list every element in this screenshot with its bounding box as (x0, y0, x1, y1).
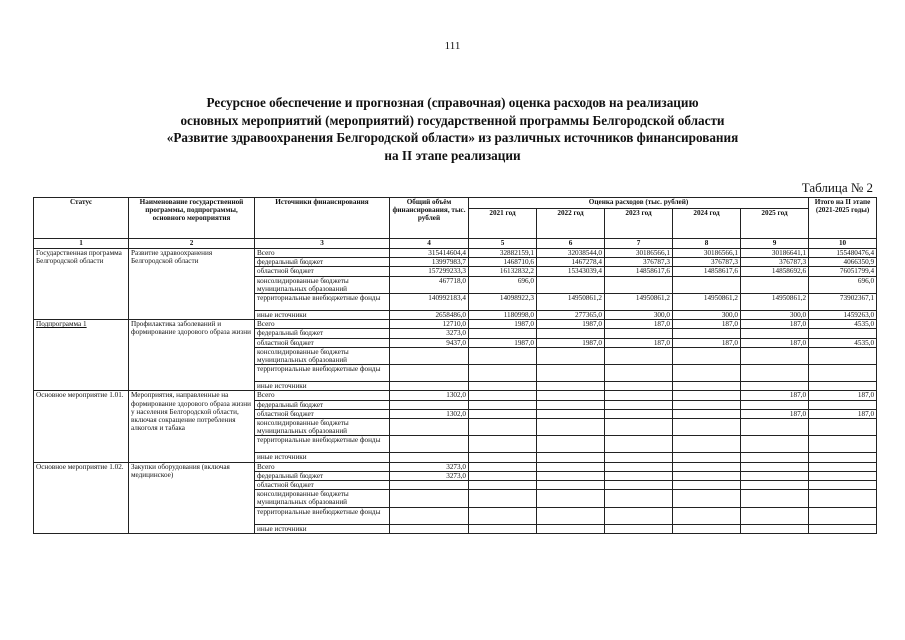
year-value-cell (605, 400, 673, 409)
year-value-cell (469, 347, 537, 364)
name-cell: Закупки оборудования (включая медицинское) (129, 462, 255, 533)
year-value-cell (673, 409, 741, 418)
year-value-cell: 277365,0 (537, 311, 605, 320)
year-value-cell: 187,0 (741, 320, 809, 329)
table-row (34, 320, 877, 329)
year-value-cell (537, 490, 605, 507)
year-value-cell (741, 462, 809, 471)
year-value-cell: 376787,3 (741, 258, 809, 267)
column-number: 7 (605, 239, 673, 249)
total-cell (390, 490, 469, 507)
total-cell: 467718,0 (390, 276, 469, 293)
year-value-cell (469, 419, 537, 436)
total-cell (390, 453, 469, 462)
year-value-cell (537, 507, 605, 524)
total-cell (390, 524, 469, 533)
year-value-cell: 187,0 (741, 409, 809, 418)
source-cell: территориальные внебюджетные фонды (255, 507, 390, 524)
column-number: 4 (390, 239, 469, 249)
year-value-cell (673, 391, 741, 400)
year-value-cell (605, 391, 673, 400)
year-value-cell (469, 462, 537, 471)
year-value-cell (605, 462, 673, 471)
year-value-cell: 696,0 (469, 276, 537, 293)
total-cell: 3273,0 (390, 462, 469, 471)
source-cell: иные источники (255, 524, 390, 533)
year-value-cell: 1987,0 (469, 338, 537, 347)
funding-table (33, 197, 877, 534)
year-value-cell: 15343039,4 (537, 267, 605, 276)
page-number: 111 (444, 40, 461, 52)
itogo-cell: 696,0 (809, 276, 877, 293)
source-cell: консолидированные бюджеты муниципальных образований (255, 490, 390, 507)
year-value-cell: 1468710,6 (469, 258, 537, 267)
itogo-cell: 1459263,0 (809, 311, 877, 320)
year-value-cell (469, 490, 537, 507)
itogo-cell (809, 507, 877, 524)
year-value-cell: 16132832,2 (469, 267, 537, 276)
source-cell: иные источники (255, 311, 390, 320)
itogo-cell: 4066350,9 (809, 258, 877, 267)
year-value-cell (741, 347, 809, 364)
total-cell (390, 400, 469, 409)
column-number: 5 (469, 239, 537, 249)
total-cell: 157299233,3 (390, 267, 469, 276)
year-value-cell (605, 409, 673, 418)
itogo-cell (809, 471, 877, 480)
source-cell: консолидированные бюджеты муниципальных образований (255, 347, 390, 364)
total-cell (390, 507, 469, 524)
year-value-cell: 1987,0 (537, 320, 605, 329)
header-total: Общий объём финансирования, тыс. рублей (390, 198, 469, 239)
year-value-cell (605, 329, 673, 338)
itogo-cell: 73902367,1 (809, 294, 877, 311)
year-value-cell: 30186566,1 (673, 249, 741, 258)
total-cell (390, 347, 469, 364)
year-value-cell (673, 347, 741, 364)
itogo-cell (809, 347, 877, 364)
itogo-cell (809, 453, 877, 462)
source-cell: областной бюджет (255, 267, 390, 276)
year-value-cell (469, 524, 537, 533)
year-value-cell (673, 436, 741, 453)
year-value-cell: 14950861,2 (741, 294, 809, 311)
year-value-cell: 14950861,2 (605, 294, 673, 311)
year-value-cell: 14098922,3 (469, 294, 537, 311)
name-cell: Мероприятия, направленные на формирование здорового образа жизни у населения Белгородской области, включая сокращение потребления алкоголя и табака (129, 391, 255, 462)
year-value-cell (741, 419, 809, 436)
year-value-cell (469, 382, 537, 391)
total-cell: 315414604,4 (390, 249, 469, 258)
year-value-cell: 32882159,1 (469, 249, 537, 258)
year-value-cell (605, 276, 673, 293)
year-value-cell: 30186566,1 (605, 249, 673, 258)
year-value-cell (741, 329, 809, 338)
year-value-cell (469, 329, 537, 338)
year-value-cell (605, 490, 673, 507)
year-value-cell (469, 507, 537, 524)
header-year: 2024 год (673, 209, 741, 239)
name-cell: Развитие здравоохранения Белгородской области (129, 249, 255, 320)
year-value-cell: 14858617,6 (605, 267, 673, 276)
year-value-cell (605, 481, 673, 490)
source-cell: территориальные внебюджетные фонды (255, 436, 390, 453)
status-cell: Основное мероприятие 1.02. (34, 462, 129, 533)
column-number: 8 (673, 239, 741, 249)
itogo-cell (809, 481, 877, 490)
year-value-cell (673, 419, 741, 436)
year-value-cell: 187,0 (605, 338, 673, 347)
year-value-cell (605, 471, 673, 480)
source-cell: консолидированные бюджеты муниципальных образований (255, 276, 390, 293)
itogo-cell: 4535,0 (809, 320, 877, 329)
total-cell: 12710,0 (390, 320, 469, 329)
itogo-cell (809, 419, 877, 436)
itogo-cell (809, 436, 877, 453)
itogo-cell: 76051799,4 (809, 267, 877, 276)
year-value-cell (741, 436, 809, 453)
itogo-cell: 187,0 (809, 391, 877, 400)
column-number: 6 (537, 239, 605, 249)
year-value-cell: 187,0 (673, 338, 741, 347)
year-value-cell (537, 409, 605, 418)
year-value-cell (673, 382, 741, 391)
header-year: 2022 год (537, 209, 605, 239)
itogo-cell: 155480476,4 (809, 249, 877, 258)
source-cell: федеральный бюджет (255, 258, 390, 267)
table-row (34, 249, 877, 258)
year-value-cell: 187,0 (605, 320, 673, 329)
year-value-cell (605, 382, 673, 391)
year-value-cell (537, 382, 605, 391)
table-number: Таблица № 2 (801, 180, 873, 195)
itogo-cell: 4535,0 (809, 338, 877, 347)
year-value-cell (537, 391, 605, 400)
year-value-cell (605, 436, 673, 453)
title-line: на II этапе реализации (384, 147, 521, 163)
year-value-cell (741, 365, 809, 382)
year-value-cell: 1987,0 (469, 320, 537, 329)
year-value-cell: 300,0 (605, 311, 673, 320)
year-value-cell: 14950861,2 (673, 294, 741, 311)
itogo-cell (809, 329, 877, 338)
year-value-cell (673, 471, 741, 480)
header-name: Наименование государственной программы, подпрограммы, основного мероприятия (129, 198, 255, 239)
year-value-cell (605, 524, 673, 533)
header-estimate: Оценка расходов (тыс. рублей) (469, 198, 809, 209)
year-value-cell (469, 391, 537, 400)
year-value-cell (537, 524, 605, 533)
total-cell (390, 436, 469, 453)
year-value-cell (537, 329, 605, 338)
itogo-cell (809, 490, 877, 507)
year-value-cell: 14950861,2 (537, 294, 605, 311)
year-value-cell (673, 276, 741, 293)
year-value-cell (605, 507, 673, 524)
header-status: Статус (34, 198, 129, 239)
year-value-cell: 187,0 (741, 338, 809, 347)
itogo-cell (809, 365, 877, 382)
column-number: 3 (255, 239, 390, 249)
column-number-row (34, 239, 877, 249)
source-cell: областной бюджет (255, 409, 390, 418)
name-cell: Профилактика заболеваний и формирование здорового образа жизни (129, 320, 255, 391)
year-value-cell (741, 524, 809, 533)
total-cell: 13997983,7 (390, 258, 469, 267)
source-cell: федеральный бюджет (255, 400, 390, 409)
column-number: 2 (129, 239, 255, 249)
source-cell: областной бюджет (255, 481, 390, 490)
year-value-cell: 14858617,6 (673, 267, 741, 276)
year-value-cell (469, 409, 537, 418)
total-cell: 1302,0 (390, 409, 469, 418)
year-value-cell (469, 400, 537, 409)
year-value-cell (673, 400, 741, 409)
source-cell: федеральный бюджет (255, 471, 390, 480)
table-body (34, 249, 877, 534)
year-value-cell (673, 462, 741, 471)
itogo-cell (809, 382, 877, 391)
year-value-cell (605, 347, 673, 364)
source-cell: Всего (255, 462, 390, 471)
year-value-cell (673, 490, 741, 507)
year-value-cell (537, 419, 605, 436)
year-value-cell (537, 453, 605, 462)
year-value-cell (537, 481, 605, 490)
source-cell: территориальные внебюджетные фонды (255, 365, 390, 382)
year-value-cell (741, 400, 809, 409)
year-value-cell (537, 276, 605, 293)
status-cell: Государственная программа Белгородской области (34, 249, 129, 320)
year-value-cell (673, 365, 741, 382)
year-value-cell (741, 471, 809, 480)
header-year: 2021 год (469, 209, 537, 239)
year-value-cell (605, 419, 673, 436)
year-value-cell (537, 365, 605, 382)
year-value-cell (469, 436, 537, 453)
year-value-cell (469, 453, 537, 462)
table-row (34, 391, 877, 400)
source-cell: федеральный бюджет (255, 329, 390, 338)
year-value-cell (469, 471, 537, 480)
title-line: Ресурсное обеспечение и прогнозная (справочная) оценка расходов на реализацию (206, 95, 699, 110)
header-year: 2025 год (741, 209, 809, 239)
header-year: 2023 год (605, 209, 673, 239)
source-cell: иные источники (255, 382, 390, 391)
total-cell: 2658486,0 (390, 311, 469, 320)
itogo-cell (809, 462, 877, 471)
year-value-cell (537, 436, 605, 453)
itogo-cell: 187,0 (809, 409, 877, 418)
year-value-cell (673, 329, 741, 338)
year-value-cell (741, 382, 809, 391)
total-cell: 1302,0 (390, 391, 469, 400)
year-value-cell (741, 481, 809, 490)
year-value-cell: 14858692,6 (741, 267, 809, 276)
year-value-cell: 1467278,4 (537, 258, 605, 267)
title-line: основных мероприятий (мероприятий) государственной программы Белгородской области (180, 112, 725, 128)
year-value-cell (673, 524, 741, 533)
itogo-cell (809, 400, 877, 409)
total-cell (390, 382, 469, 391)
status-cell: Подпрограмма 1 (34, 320, 129, 391)
source-cell: иные источники (255, 453, 390, 462)
document-title (120, 94, 785, 164)
year-value-cell: 32038544,0 (537, 249, 605, 258)
column-number: 1 (34, 239, 129, 249)
year-value-cell: 376787,3 (673, 258, 741, 267)
year-value-cell: 300,0 (673, 311, 741, 320)
year-value-cell (741, 490, 809, 507)
year-value-cell (469, 365, 537, 382)
year-value-cell: 187,0 (673, 320, 741, 329)
year-value-cell (469, 481, 537, 490)
header-itogo: Итого на II этапе (2021-2025 годы) (809, 198, 877, 239)
itogo-cell (809, 524, 877, 533)
column-number: 10 (809, 239, 877, 249)
total-cell (390, 419, 469, 436)
header-source: Источники финансирования (255, 198, 390, 239)
source-cell: территориальные внебюджетные фонды (255, 294, 390, 311)
year-value-cell (537, 400, 605, 409)
column-number: 9 (741, 239, 809, 249)
year-value-cell (537, 347, 605, 364)
year-value-cell (673, 481, 741, 490)
title-line: «Развитие здравоохранения Белгородской области» из различных источников финансирования (166, 130, 739, 145)
year-value-cell: 300,0 (741, 311, 809, 320)
year-value-cell: 30186641,1 (741, 249, 809, 258)
year-value-cell (741, 453, 809, 462)
total-cell: 140992183,4 (390, 294, 469, 311)
total-cell (390, 365, 469, 382)
year-value-cell: 187,0 (741, 391, 809, 400)
year-value-cell (537, 462, 605, 471)
total-cell (390, 481, 469, 490)
year-value-cell (673, 453, 741, 462)
total-cell: 9437,0 (390, 338, 469, 347)
year-value-cell (605, 453, 673, 462)
source-cell: Всего (255, 320, 390, 329)
total-cell: 3273,0 (390, 329, 469, 338)
source-cell: Всего (255, 249, 390, 258)
table-row (34, 462, 877, 471)
year-value-cell: 1180998,0 (469, 311, 537, 320)
year-value-cell (741, 507, 809, 524)
year-value-cell: 1987,0 (537, 338, 605, 347)
year-value-cell (673, 507, 741, 524)
year-value-cell: 376787,3 (605, 258, 673, 267)
total-cell: 3273,0 (390, 471, 469, 480)
status-cell: Основное мероприятие 1.01. (34, 391, 129, 462)
year-value-cell (605, 365, 673, 382)
year-value-cell (537, 471, 605, 480)
source-cell: областной бюджет (255, 338, 390, 347)
year-value-cell (741, 276, 809, 293)
source-cell: Всего (255, 391, 390, 400)
source-cell: консолидированные бюджеты муниципальных образований (255, 419, 390, 436)
